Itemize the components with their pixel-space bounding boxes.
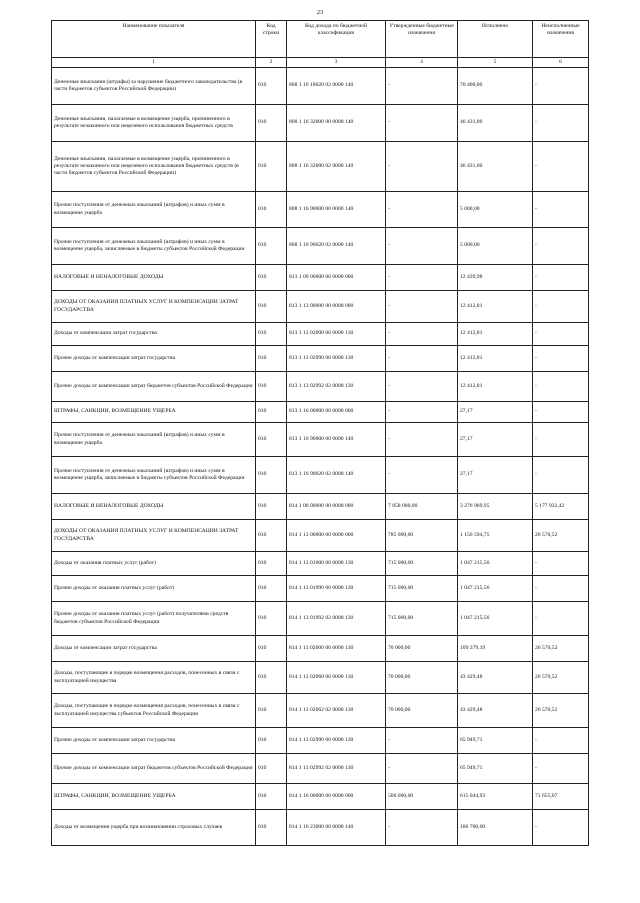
table-row: [52, 142, 589, 192]
table-row: [52, 810, 589, 846]
column-number-row: [52, 58, 589, 68]
income-code-cell: 808 1 16 32000 02 0000 140: [287, 142, 386, 192]
table-row: [52, 636, 589, 662]
executed-cell: 1 047 215,56: [458, 552, 533, 576]
executed-cell: 109 379,19: [458, 636, 533, 662]
income-code-cell: 814 1 13 01000 00 0000 130: [287, 552, 386, 576]
approved-cell: -: [386, 105, 458, 142]
line-code-cell: 010: [256, 372, 287, 402]
approved-cell: -: [386, 372, 458, 402]
executed-cell: 27,17: [458, 457, 533, 494]
unexecuted-cell: -: [533, 810, 589, 846]
unexecuted-cell: -: [533, 323, 589, 346]
indicator-name-cell: ДОХОДЫ ОТ ОКАЗАНИЯ ПЛАТНЫХ УСЛУГ И КОМПЕНСАЦИИ ЗАТРАТ ГОСУДАРСТВА: [52, 291, 256, 323]
income-code-cell: 814 1 13 00000 00 0000 000: [287, 520, 386, 552]
approved-cell: 715 000,00: [386, 576, 458, 602]
income-code-cell: 813 1 16 00000 00 0000 000: [287, 402, 386, 423]
line-code-cell: 010: [256, 784, 287, 810]
table-row: [52, 291, 589, 323]
executed-cell: 1 047 215,56: [458, 602, 533, 636]
line-code-cell: 010: [256, 192, 287, 228]
line-code-cell: 010: [256, 494, 287, 520]
income-code-cell: 814 1 13 02992 02 0000 130: [287, 754, 386, 784]
executed-cell: 43 429,48: [458, 662, 533, 694]
unexecuted-cell: -: [533, 728, 589, 754]
income-code-cell: 813 1 13 02992 02 0000 130: [287, 372, 386, 402]
table-row: [52, 423, 589, 457]
column-number: 4: [386, 58, 458, 68]
indicator-name-cell: Прочие поступления от денежных взысканий (штрафов) и иных сумм в возмещение ущерба, зачисляемые в бюджеты субъектов Российской Федерации: [52, 228, 256, 265]
approved-cell: -: [386, 402, 458, 423]
approved-cell: -: [386, 728, 458, 754]
unexecuted-cell: 26 570,52: [533, 520, 589, 552]
line-code-cell: 010: [256, 552, 287, 576]
line-code-cell: 010: [256, 694, 287, 728]
indicator-name-cell: Доходы, поступающие в порядке возмещения расходов, понесенных в связи с эксплуатацией имущества: [52, 662, 256, 694]
unexecuted-cell: -: [533, 457, 589, 494]
table-row: [52, 323, 589, 346]
executed-cell: 5 000,00: [458, 228, 533, 265]
income-code-cell: 813 1 00 00000 00 0000 000: [287, 265, 386, 291]
line-code-cell: 010: [256, 228, 287, 265]
unexecuted-cell: -: [533, 372, 589, 402]
indicator-name-cell: Денежные взыскания, налагаемые в возмещение ущерба, причиненного в результате незаконного или нецелевого использования бюджетных средств (в части бюджетов субъектов Российской Федерации): [52, 142, 256, 192]
table-row: [52, 402, 589, 423]
income-code-cell: 808 1 16 90000 00 0000 140: [287, 192, 386, 228]
income-code-cell: 813 1 16 90020 02 0000 140: [287, 457, 386, 494]
approved-cell: -: [386, 323, 458, 346]
indicator-name-cell: Доходы от компенсации затрат государства: [52, 636, 256, 662]
table-row: [52, 457, 589, 494]
table-row: [52, 494, 589, 520]
unexecuted-cell: -: [533, 346, 589, 372]
executed-cell: 65 949,71: [458, 754, 533, 784]
unexecuted-cell: -: [533, 291, 589, 323]
executed-cell: 70 400,00: [458, 68, 533, 105]
line-code-cell: 010: [256, 754, 287, 784]
line-code-cell: 010: [256, 68, 287, 105]
approved-cell: 7 858 000,00: [386, 494, 458, 520]
line-code-cell: 010: [256, 265, 287, 291]
unexecuted-cell: 26 570,52: [533, 636, 589, 662]
unexecuted-cell: 71 655,07: [533, 784, 589, 810]
approved-cell: -: [386, 142, 458, 192]
income-code-cell: 813 1 13 02990 00 0000 130: [287, 346, 386, 372]
income-code-cell: 814 1 16 23000 00 0000 140: [287, 810, 386, 846]
approved-cell: 785 000,00: [386, 520, 458, 552]
executed-cell: 1 156 594,75: [458, 520, 533, 552]
income-code-cell: 814 1 13 02990 00 0000 130: [287, 728, 386, 754]
table-row: [52, 694, 589, 728]
approved-cell: 500 000,00: [386, 784, 458, 810]
approved-cell: -: [386, 346, 458, 372]
executed-cell: 186 700,00: [458, 810, 533, 846]
unexecuted-cell: -: [533, 142, 589, 192]
table-row: [52, 520, 589, 552]
income-code-cell: 814 1 13 02062 02 0000 130: [287, 694, 386, 728]
indicator-name-cell: ДОХОДЫ ОТ ОКАЗАНИЯ ПЛАТНЫХ УСЛУГ И КОМПЕНСАЦИИ ЗАТРАТ ГОСУДАРСТВА: [52, 520, 256, 552]
unexecuted-cell: 26 570,52: [533, 662, 589, 694]
unexecuted-cell: -: [533, 105, 589, 142]
income-code-cell: 814 1 13 02000 00 0000 130: [287, 636, 386, 662]
unexecuted-cell: 5 177 932,42: [533, 494, 589, 520]
executed-cell: 12 439,98: [458, 265, 533, 291]
line-code-cell: 010: [256, 520, 287, 552]
income-code-cell: 814 1 13 02060 00 0000 130: [287, 662, 386, 694]
indicator-name-cell: НАЛОГОВЫЕ И НЕНАЛОГОВЫЕ ДОХОДЫ: [52, 494, 256, 520]
income-code-cell: 814 1 13 01990 00 0000 130: [287, 576, 386, 602]
income-code-cell: 813 1 16 90000 00 0000 140: [287, 423, 386, 457]
table-row: [52, 228, 589, 265]
header-executed: Исполнено: [458, 21, 533, 58]
column-number: 1: [52, 58, 256, 68]
table-row: [52, 552, 589, 576]
indicator-name-cell: Доходы от оказания платных услуг (работ): [52, 552, 256, 576]
approved-cell: -: [386, 754, 458, 784]
page-number: 23: [316, 9, 324, 16]
line-code-cell: 010: [256, 105, 287, 142]
column-number: 3: [287, 58, 386, 68]
table-row: [52, 372, 589, 402]
table-row: [52, 728, 589, 754]
executed-cell: 43 429,48: [458, 694, 533, 728]
income-code-cell: 813 1 13 00000 00 0000 000: [287, 291, 386, 323]
executed-cell: 12 412,81: [458, 346, 533, 372]
table-row: [52, 105, 589, 142]
indicator-name-cell: Денежные взыскания, налагаемые в возмещение ущерба, причиненного в результате незаконного или нецелевого использования бюджетных средств: [52, 105, 256, 142]
indicator-name-cell: Прочие доходы от компенсации затрат государства: [52, 346, 256, 372]
executed-cell: 3 276 969,95: [458, 494, 533, 520]
indicator-name-cell: Прочие поступления от денежных взысканий (штрафов) и иных сумм в возмещение ущерба, зачисляемые в бюджеты субъектов Российской Федерации: [52, 457, 256, 494]
indicator-name-cell: Доходы от компенсации затрат государства: [52, 323, 256, 346]
executed-cell: 27,17: [458, 423, 533, 457]
line-code-cell: 010: [256, 457, 287, 494]
executed-cell: 46 431,00: [458, 142, 533, 192]
income-code-cell: 808 1 16 18020 02 0000 140: [287, 68, 386, 105]
line-code-cell: 010: [256, 346, 287, 372]
approved-cell: 70 000,00: [386, 636, 458, 662]
line-code-cell: 010: [256, 142, 287, 192]
approved-cell: -: [386, 810, 458, 846]
approved-cell: 70 000,00: [386, 694, 458, 728]
unexecuted-cell: -: [533, 602, 589, 636]
approved-cell: 70 000,00: [386, 662, 458, 694]
table-row: [52, 346, 589, 372]
indicator-name-cell: Прочие доходы от компенсации затрат государства: [52, 728, 256, 754]
unexecuted-cell: -: [533, 423, 589, 457]
indicator-name-cell: ШТРАФЫ, САНКЦИИ, ВОЗМЕЩЕНИЕ УЩЕРБА: [52, 402, 256, 423]
approved-cell: -: [386, 291, 458, 323]
executed-cell: 65 949,71: [458, 728, 533, 754]
line-code-cell: 010: [256, 291, 287, 323]
income-code-cell: 814 1 00 00000 00 0000 000: [287, 494, 386, 520]
income-code-cell: 814 1 16 00000 00 0000 000: [287, 784, 386, 810]
executed-cell: 46 431,00: [458, 105, 533, 142]
indicator-name-cell: Доходы, поступающие в порядке возмещения расходов, понесенных в связи с эксплуатацией имущества субъектов Российской Федерации: [52, 694, 256, 728]
indicator-name-cell: Прочие поступления от денежных взысканий (штрафов) и иных сумм в возмещение ущерба: [52, 192, 256, 228]
executed-cell: 27,17: [458, 402, 533, 423]
indicator-name-cell: НАЛОГОВЫЕ И НЕНАЛОГОВЫЕ ДОХОДЫ: [52, 265, 256, 291]
executed-cell: 1 047 215,56: [458, 576, 533, 602]
column-number: 6: [533, 58, 589, 68]
income-code-cell: 814 1 13 01992 02 0000 130: [287, 602, 386, 636]
line-code-cell: 010: [256, 602, 287, 636]
line-code-cell: 010: [256, 662, 287, 694]
approved-cell: -: [386, 423, 458, 457]
line-code-cell: 010: [256, 576, 287, 602]
header-income-code: Код дохода по бюджетной классификации: [287, 21, 386, 58]
approved-cell: -: [386, 265, 458, 291]
line-code-cell: 010: [256, 323, 287, 346]
header-line-code: Код строки: [256, 21, 287, 58]
line-code-cell: 010: [256, 423, 287, 457]
indicator-name-cell: ШТРАФЫ, САНКЦИИ, ВОЗМЕЩЕНИЕ УЩЕРБА: [52, 784, 256, 810]
indicator-name-cell: Доходы от возмещения ущерба при возникновении страховых случаев: [52, 810, 256, 846]
line-code-cell: 010: [256, 636, 287, 662]
income-code-cell: 808 1 16 90020 02 0000 140: [287, 228, 386, 265]
income-code-cell: 813 1 13 02000 00 0000 130: [287, 323, 386, 346]
column-number: 5: [458, 58, 533, 68]
budget-execution-table: [51, 20, 589, 846]
table-row: [52, 662, 589, 694]
indicator-name-cell: Прочие доходы от оказания платных услуг (работ): [52, 576, 256, 602]
indicator-name-cell: Денежные взыскания (штрафы) за нарушение бюджетного законодательства (в части бюджетов субъектов Российской Федерации): [52, 68, 256, 105]
line-code-cell: 010: [256, 810, 287, 846]
unexecuted-cell: -: [533, 552, 589, 576]
indicator-name-cell: Прочие доходы от компенсации затрат бюджетов субъектов Российской Федерации: [52, 372, 256, 402]
approved-cell: 715 000,00: [386, 602, 458, 636]
income-code-cell: 808 1 16 32000 00 0000 140: [287, 105, 386, 142]
column-number: 2: [256, 58, 287, 68]
indicator-name-cell: Прочие доходы от оказания платных услуг (работ) получателями средств бюджетов субъектов Российской Федерации: [52, 602, 256, 636]
unexecuted-cell: -: [533, 754, 589, 784]
approved-cell: -: [386, 457, 458, 494]
unexecuted-cell: -: [533, 228, 589, 265]
executed-cell: 12 412,81: [458, 323, 533, 346]
executed-cell: 12 412,81: [458, 291, 533, 323]
table-row: [52, 265, 589, 291]
approved-cell: -: [386, 68, 458, 105]
executed-cell: 615 044,93: [458, 784, 533, 810]
indicator-name-cell: Прочие доходы от компенсации затрат бюджетов субъектов Российской Федерации: [52, 754, 256, 784]
executed-cell: 5 000,00: [458, 192, 533, 228]
table-header-row: [52, 21, 589, 58]
table-row: [52, 602, 589, 636]
executed-cell: 12 412,81: [458, 372, 533, 402]
header-approved: Утвержденные бюджетные назначения: [386, 21, 458, 58]
table-body: [52, 68, 589, 846]
unexecuted-cell: -: [533, 576, 589, 602]
line-code-cell: 010: [256, 728, 287, 754]
unexecuted-cell: -: [533, 68, 589, 105]
unexecuted-cell: -: [533, 192, 589, 228]
unexecuted-cell: 26 570,52: [533, 694, 589, 728]
header-indicator-name: Наименование показателя: [52, 21, 256, 58]
header-unexecuted: Неисполненные назначения: [533, 21, 589, 58]
approved-cell: 715 000,00: [386, 552, 458, 576]
line-code-cell: 010: [256, 402, 287, 423]
table-row: [52, 68, 589, 105]
table-row: [52, 754, 589, 784]
approved-cell: -: [386, 228, 458, 265]
table-row: [52, 784, 589, 810]
indicator-name-cell: Прочие поступления от денежных взысканий (штрафов) и иных сумм в возмещение ущерба: [52, 423, 256, 457]
table-row: [52, 192, 589, 228]
unexecuted-cell: -: [533, 265, 589, 291]
approved-cell: -: [386, 192, 458, 228]
unexecuted-cell: -: [533, 402, 589, 423]
table-row: [52, 576, 589, 602]
